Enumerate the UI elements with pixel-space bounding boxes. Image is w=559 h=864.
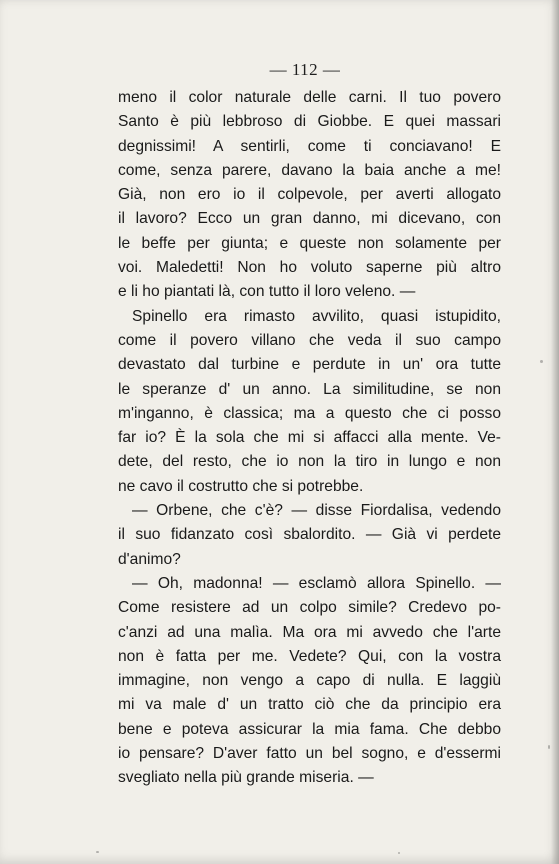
text-line: e li ho piantati là, con tutto il loro veleno. — [118,283,416,301]
paper-speck [96,851,99,853]
text-line: mi va male d' un tratto ciò che da principio era [118,696,501,714]
text-line: come, senza parere, davano la baia anche a me! [118,161,501,179]
text-line: c'anzi ad una malìa. Ma ora mi avvedo che l'arte [118,623,501,641]
text-line: Come resistere ad un colpo simile? Credevo po- [118,599,501,617]
text-line: Già, non ero io il colpevole, per averti allogato [118,186,501,204]
text-line: il suo fidanzato così sbalordito. — Già vi perdete [118,526,501,544]
paper-speck [540,360,543,363]
text-line: devastato dal turbine e perdute in un' ora tutte [118,356,501,374]
text-line: degnissimi! A sentirli, come ti conciavano! E [118,137,501,155]
text-line: voi. Maledetti! Non ho voluto saperne più altro [118,259,501,277]
text-line: dete, del resto, che io non la tiro in lungo e non [118,453,501,471]
text-line: svegliato nella più grande miseria. — [118,769,374,787]
text-line: m'inganno, è classica; ma a questo che ci posso [118,404,501,422]
text-line: meno il color naturale delle carni. Il tuo povero [118,89,501,106]
text-line: — Orbene, che c'è? — disse Fiordalisa, vedendo [132,502,501,520]
text-line: non è fatta per me. Vedete? Qui, con la vostra [118,647,501,665]
paper-speck [398,852,400,854]
paragraph [118,86,501,305]
text-line: il lavoro? Ecco un gran danno, mi dicevano, con [118,210,501,228]
paragraph [118,572,501,791]
text-line: Santo è più lebbroso di Giobbe. E quei massari [118,113,501,131]
text-line: le speranze d' un anno. La similitudine, se non [118,380,501,398]
page-edge-shadow [551,0,559,864]
text-line: far io? È la sola che mi si affacci alla mente. Ve- [118,429,501,447]
text-line: d'animo? [118,550,181,568]
text-line: ne cavo il costrutto che si potrebbe. [118,477,364,495]
paragraph [118,305,501,499]
paragraph [118,499,501,572]
paper-speck [548,745,550,749]
body-text [118,86,501,791]
text-line: bene e poteva assicurar la mia fama. Che debbo [118,720,501,738]
text-line: immagine, non vengo a capo di nulla. E laggiù [118,672,501,690]
text-line: — Oh, madonna! — esclamò allora Spinello. — [132,574,501,592]
page-number: — 112 — [269,60,341,79]
text-line: le beffe per giunta; e queste non solamente per [118,234,501,252]
text-line: come il povero villano che veda il suo campo [118,331,501,349]
text-line: io pensare? D'aver fatto un bel sogno, e d'essermi [118,745,501,763]
text-line: Spinello era rimasto avvilito, quasi istupidito, [132,307,501,325]
